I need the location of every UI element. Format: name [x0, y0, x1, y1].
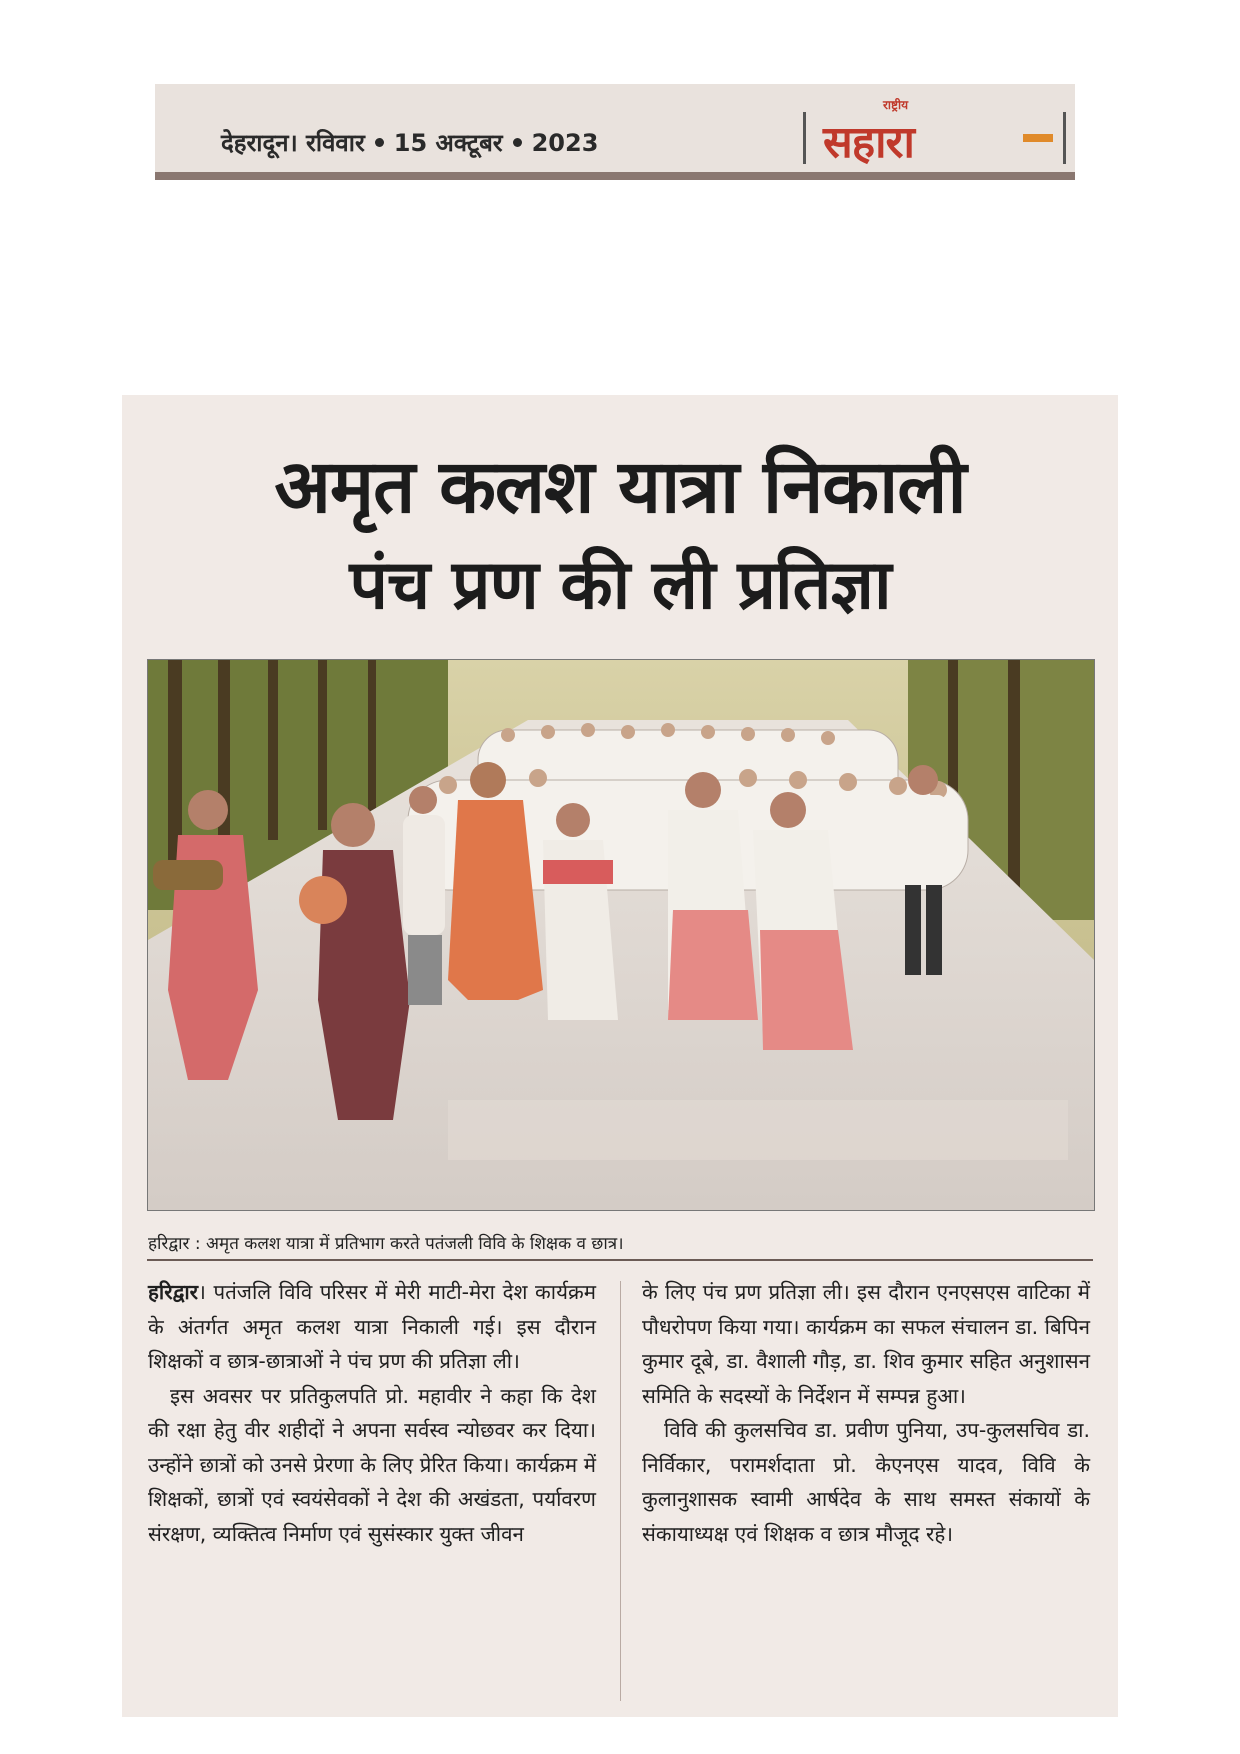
divider — [1063, 112, 1066, 164]
paragraph: के लिए पंच प्रण प्रतिज्ञा ली। इस दौरान एनएसएस वाटिका में पौधरोपण किया गया। कार्यक्रम का सफल संचालन डा. बिपिन कुमार दूबे, डा. वैशाली गौड़, डा. शिव कुमार सहित अनुशासन समिति के सदस्यों के निर्देशन में सम्पन्न हुआ। — [642, 1280, 1090, 1408]
headline-line-2: पंच प्रण की ली प्रतिज्ञा — [349, 546, 891, 625]
paragraph: विवि की कुलसचिव डा. प्रवीण पुनिया, उप-कुलसचिव डा. निर्विकार, परामर्शदाता प्रो. केएनएस यादव, विवि के कुलानुशासक स्वामी आर्षदेव के साथ समस्त संकायों के संकायाध्यक्ष एवं शिक्षक व छात्र मौजूद रहे। — [642, 1418, 1090, 1546]
text-column-2 — [642, 1275, 1090, 1551]
news-photo — [147, 659, 1095, 1211]
paragraph: इस अवसर पर प्रतिकुलपति प्रो. महावीर ने कहा कि देश की रक्षा हेतु वीर शहीदों ने अपना सर्वस्व न्योछवर कर दिया। उन्होंने छात्रों को उनसे प्रेरणा के लिए प्रेरित किया। कार्यक्रम में शिक्षकों, छात्रों एवं स्वयंसेवकों ने देश की अखंडता, पर्यावरण संरक्षण, व्यक्तित्व निर्माण एवं सुसंस्कार युक्त जीवन — [148, 1383, 596, 1546]
column-divider — [620, 1281, 621, 1701]
newspaper-logo: सहारा — [823, 117, 914, 168]
brand-prefix: राष्ट्रीय — [883, 98, 909, 112]
article-clipping — [122, 395, 1118, 1717]
masthead — [155, 84, 1075, 180]
logo-accent-bar — [1023, 134, 1053, 142]
divider — [803, 112, 806, 164]
headline-line-1: अमृत कलश यात्रा निकाली — [274, 444, 966, 530]
paragraph — [148, 1275, 596, 1379]
date: 15 अक्टूबर — [393, 129, 503, 157]
paragraph-text: । पतंजलि विवि परिसर में मेरी माटी-मेरा देश कार्यक्रम के अंतर्गत अमृत कलश यात्रा निकाली गई। इस दौरान शिक्षकों व छात्र-छात्राओं ने पंच प्रण की प्रतिज्ञा ली। — [148, 1280, 596, 1373]
masthead-dateline — [221, 126, 598, 159]
separator-dot — [375, 138, 384, 147]
photo-caption: हरिद्वार : अमृत कलश यात्रा में प्रतिभाग करते पतंजली विवि के शिक्षक व छात्र। — [148, 1234, 624, 1254]
dateline: हरिद्वार — [148, 1280, 199, 1304]
caption-rule — [147, 1259, 1093, 1261]
text-column-1 — [148, 1275, 596, 1551]
procession-photo-illustration — [148, 660, 1094, 1210]
year: 2023 — [531, 129, 599, 157]
separator-dot — [513, 138, 522, 147]
city-day: देहरादून। रविवार — [221, 129, 365, 157]
